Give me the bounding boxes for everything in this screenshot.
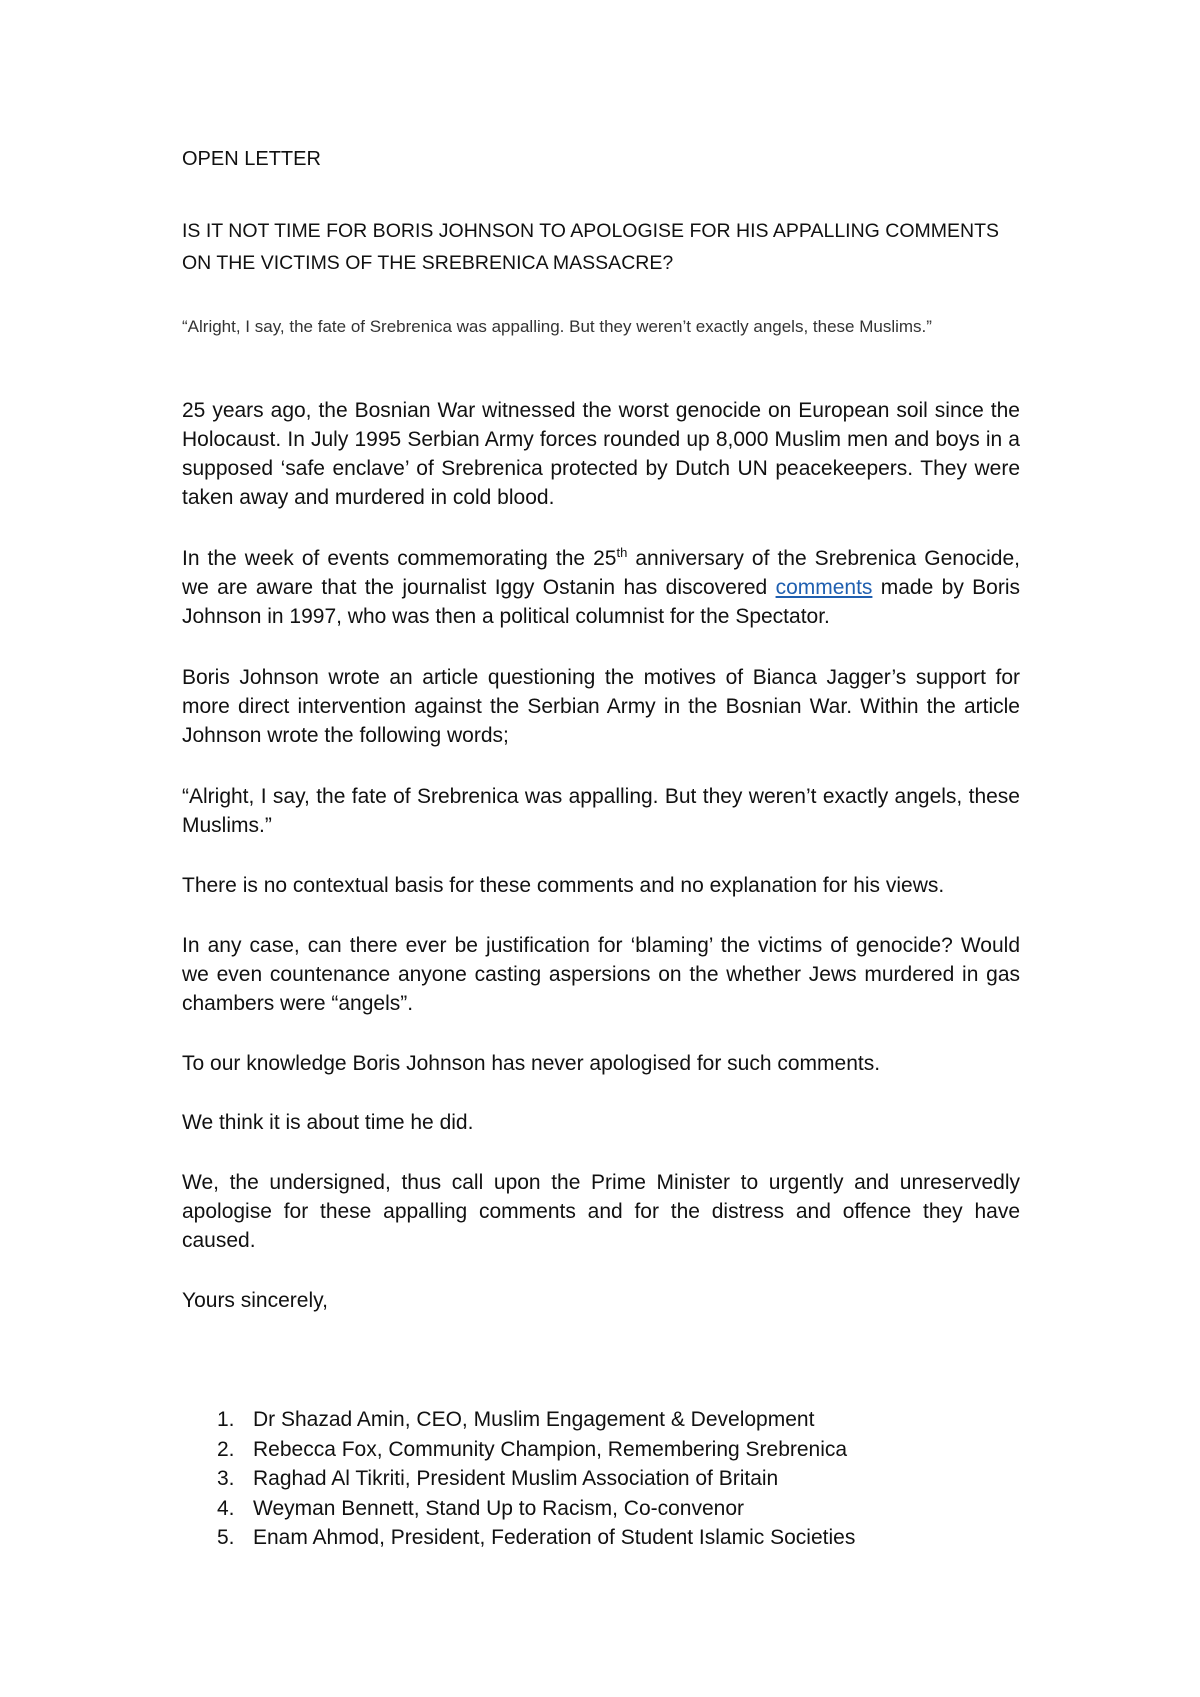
signatory-item (217, 1523, 1017, 1553)
signatory-number: 3. (217, 1467, 235, 1490)
paragraph-9: We, the undersigned, thus call upon the Prime Minister to urgently and unreservedly apologise for these appalling comments and for the distress and offence they have caused. (182, 1171, 1020, 1252)
paragraph-5: There is no contextual basis for these comments and no explanation for his views. (182, 874, 945, 897)
signatory-item (217, 1494, 1017, 1524)
paragraph-2-text-a: In the week of events commemorating the 25 (182, 547, 617, 570)
signatory-item (217, 1464, 1017, 1494)
letter-heading: IS IT NOT TIME FOR BORIS JOHNSON TO APOLOGISE FOR HIS APPALLING COMMENTS ON THE VICTIMS OF THE SREBRENICA MASSACRE? (182, 220, 999, 274)
signatory-list (217, 1405, 1017, 1553)
signatory-number: 1. (217, 1408, 235, 1431)
paragraph-4-quote: “Alright, I say, the fate of Srebrenica was appalling. But they weren’t exactly angels, these Muslims.” (182, 785, 1020, 837)
paragraph-2-text-b: anniversary of the Srebrenica Genocide, we are aware that the journalist Iggy Ostanin has discovered (182, 547, 1020, 599)
signatory-item (217, 1405, 1017, 1435)
signatory-text: Rebecca Fox, Community Champion, Remembering Srebrenica (253, 1437, 848, 1461)
paragraph-3: Boris Johnson wrote an article questioning the motives of Bianca Jagger’s support for more direct intervention against the Serbian Army in the Bosnian War. Within the article Johnson wrote the following words; (182, 666, 1020, 747)
paragraph-1: 25 years ago, the Bosnian War witnessed the worst genocide on European soil since the Holocaust. In July 1995 Serbian Army forces rounded up 8,000 Muslim men and boys in a supposed ‘safe enclave’ of Srebrenica protected by Dutch UN peacekeepers. They were taken away and murdered in cold blood. (182, 399, 1020, 509)
signatory-number: 2. (217, 1437, 235, 1461)
ordinal-superscript: th (616, 545, 628, 560)
closing-line: Yours sincerely, (182, 1289, 328, 1312)
epigraph-quote: “Alright, I say, the fate of Srebrenica was appalling. But they weren’t exactly angels, these Muslims.” (182, 317, 932, 336)
paragraph-6: In any case, can there ever be justification for ‘blaming’ the victims of genocide? Would we even countenance anyone casting aspersions on the whether Jews murdered in gas chambers were “angels”. (182, 934, 1020, 1015)
letter-label: OPEN LETTER (182, 148, 321, 170)
signatory-text: Raghad Al Tikriti, President Muslim Association of Britain (253, 1467, 779, 1490)
signatory-text: Weyman Bennett, Stand Up to Racism, Co-convenor (253, 1496, 745, 1520)
comments-link[interactable]: comments (775, 576, 873, 599)
paragraph-8: We think it is about time he did. (182, 1111, 474, 1134)
paragraph-7: To our knowledge Boris Johnson has never apologised for such comments. (182, 1052, 881, 1075)
signatory-number: 4. (217, 1496, 235, 1520)
signatory-item (217, 1435, 1017, 1465)
paragraph-2-text-c: made by Boris Johnson in 1997, who was then a political columnist for the Spectator. (182, 576, 1021, 628)
signatory-text: Enam Ahmod, President, Federation of Student Islamic Societies (253, 1526, 856, 1549)
paragraph-2 (182, 544, 1020, 631)
signatory-number: 5. (217, 1526, 235, 1549)
signatory-text: Dr Shazad Amin, CEO, Muslim Engagement & Development (253, 1408, 815, 1431)
